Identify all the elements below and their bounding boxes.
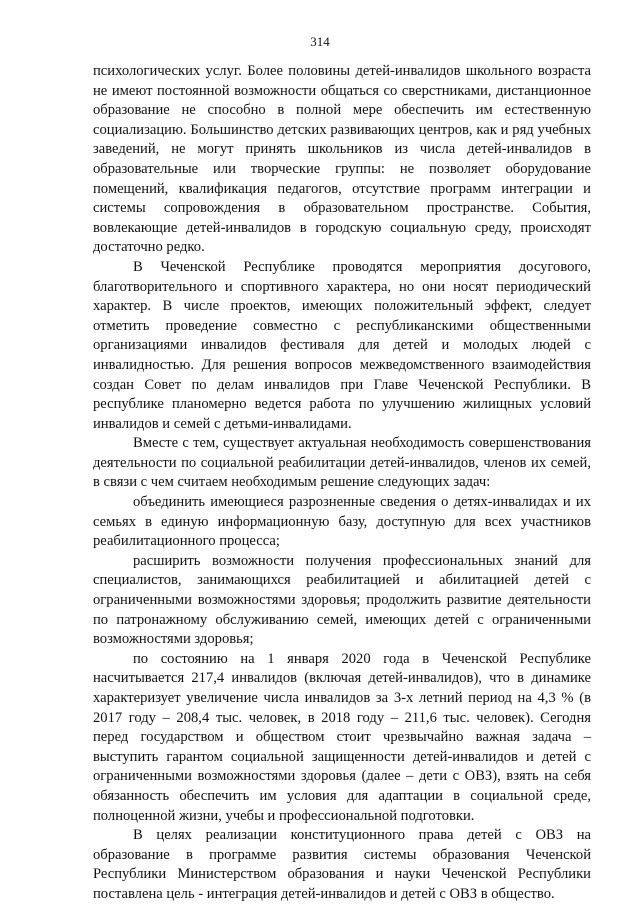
- paragraph-chechen-republic-events: В Чеченской Республике проводятся мероприятия досугового, благотворительного и спортивного характера, но они носят периодический характер. В числе проектов, имеющих положительный эффект, следует отметить проведение совместно с республиканскими общественными организациями инвалидов фестиваля для детей и молодых людей с инвалидностью. Для решения вопросов межведомственного взаимодействия создан Совет по делам инвалидов при Главе Чеченской Республики. В республике планомерно ведется работа по улучшению жилищных условий инвалидов и семей с детьми-инвалидами.: [93, 258, 591, 432]
- page-number: 314: [310, 34, 330, 49]
- paragraph-statistics: по состоянию на 1 января 2020 года в Чеченской Республике насчитывается 217,4 инвалидов (включая детей-инвалидов), что в динамике характеризует увеличение числа инвалидов за 3-х летний период на 4,3 % (в 2017 году – 208,4 тыс. человек, в 2018 году – 211,6 тыс. человек). Сегодня перед государством и обществом стоит чрезвычайно важная задача – выступить гарантом социальной защищенности детей-инвалидов и детей с ограниченными возможностями здоровья (далее – дети с ОВЗ), взять на себя обязанность обеспечить им условия для адаптации в социальной среде, полноценной жизни, учебы и профессиональной подготовки.: [93, 650, 591, 824]
- body-text: [93, 62, 591, 905]
- paragraph-task-specialists: расширить возможности получения профессиональных знаний для специалистов, занимающихся реабилитацией и абилитацией детей с ограниченными возможностями здоровья; продолжить развитие деятельности по патронажному обслуживанию семей, имеющих детей с ограниченными возможностями здоровья;: [93, 552, 591, 648]
- paragraph-task-information-base: объединить имеющиеся разрозненные сведения о детях-инвалидах и их семьях в единую информационную базу, доступную для всех участников реабилитационного процесса;: [93, 494, 591, 550]
- paragraph-continuation: психологических услуг. Более половины детей-инвалидов школьного возраста не имеют постоянной возможности общаться со сверстниками, дистанционное образование не способно в полной мере обеспечить им естественную социализацию. Большинство детских развивающих центров, как и ряд учебных заведений, не могут принять школьников из числа детей-инвалидов в образовательные или творческие группы: не позволяет оборудование помещений, квалификация педагогов, отсутствие программ интеграции и системы сопровождения в образовательном пространстве. События, вовлекающие детей-инвалидов в городскую социальную среду, происходят достаточно редко.: [93, 63, 591, 256]
- paragraph-education-goal: В целях реализации конституционного права детей с ОВЗ на образование в программе развития системы образования Чеченской Республики Министерством образования и науки Чеченской Республики поставлена цель - интеграция детей-инвалидов и детей с ОВЗ в общество.: [93, 827, 591, 902]
- paragraph-tasks-intro: Вместе с тем, существует актуальная необходимость совершенствования деятельности по социальной реабилитации детей-инвалидов, членов их семей, в связи с чем считаем необходимым решение следующих задач:: [93, 435, 591, 491]
